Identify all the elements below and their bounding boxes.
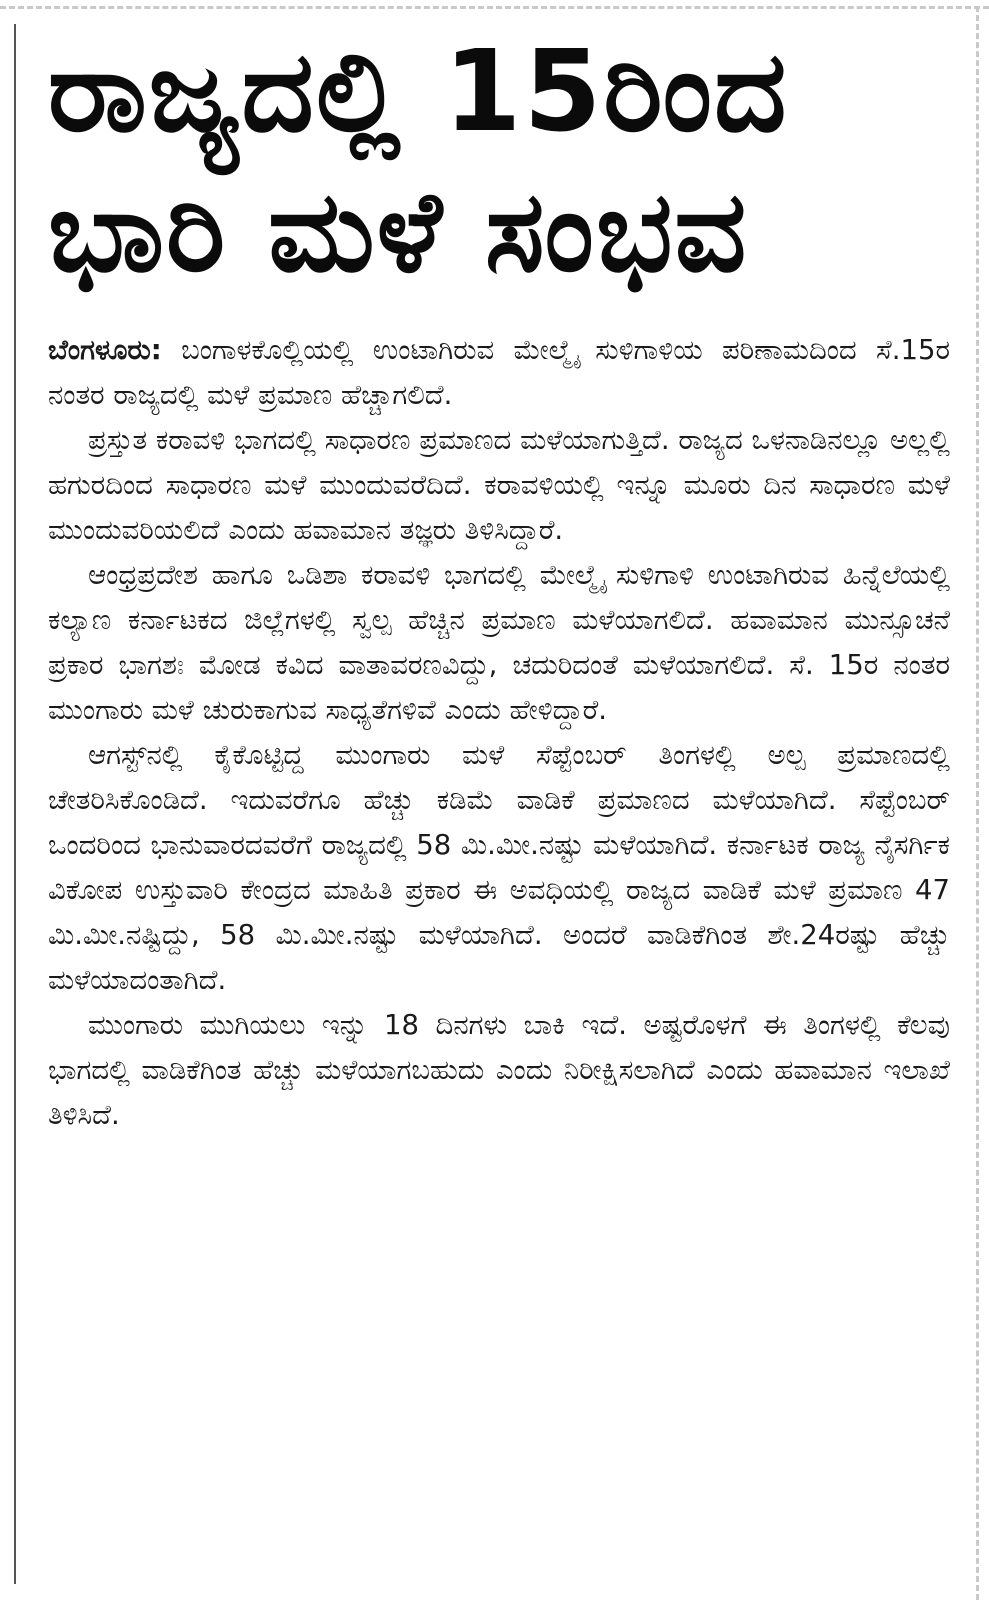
paragraph-1: ಪ್ರಸ್ತುತ ಕರಾವಳಿ ಭಾಗದಲ್ಲಿ ಸಾಧಾರಣ ಪ್ರಮಾಣದ ಮಳೆಯಾಗುತ್ತಿದೆ. ರಾಜ್ಯದ ಒಳನಾಡಿನಲ್ಲೂ ಅಲ್ಲಲ್ಲಿ ಹಗುರದಿಂದ ಸಾಧಾರಣ ಮಳೆ ಮುಂದುವರೆದಿದೆ. ಕರಾವಳಿಯಲ್ಲಿ ಇನ್ನೂ ಮೂರು ದಿನ ಸಾಧಾರಣ ಮಳೆ ಮುಂದುವರಿಯಲಿದೆ ಎಂದು ಹವಾಮಾನ ತಜ್ಞರು ತಿಳಿಸಿದ್ದಾರೆ. <box>48 424 950 546</box>
column-rule <box>14 24 16 1584</box>
dateline: ಬೆಂಗಳೂರು: <box>48 334 162 366</box>
paragraph-4: ಮುಂಗಾರು ಮುಗಿಯಲು ಇನ್ನು 18 ದಿನಗಳು ಬಾಕಿ ಇದೆ. ಅಷ್ಟರೊಳಗೆ ಈ ತಿಂಗಳಲ್ಲಿ ಕೆಲವು ಭಾಗದಲ್ಲಿ ವಾಡಿಕೆಗಿಂತ ಹೆಚ್ಚು ಮಳೆಯಾಗಬಹುದು ಎಂದು ನಿರೀಕ್ಷಿಸಲಾಗಿದೆ ಎಂದು ಹವಾಮಾನ ಇಲಾಖೆ ತಿಳಿಸಿದೆ. <box>48 1009 950 1131</box>
lead-text: ಬಂಗಾಳಕೊಲ್ಲಿಯಲ್ಲಿ ಉಂಟಾಗಿರುವ ಮೇಲ್ಮೈ ಸುಳಿಗಾಳಿಯ ಪರಿಣಾಮದಿಂದ ಸೆ.15ರ ನಂತರ ರಾಜ್ಯದಲ್ಲಿ ಮಳೆ ಪ್ರಮಾಣ ಹೆಚ್ಚಾಗಲಿದೆ. <box>48 334 950 411</box>
lead-paragraph <box>48 328 950 418</box>
article-body <box>48 328 950 1138</box>
headline-line-1: ರಾಜ್ಯದಲ್ಲಿ 15ರಿಂದ <box>48 27 789 157</box>
clipping-border-top <box>0 6 989 9</box>
headline <box>48 22 950 302</box>
clipping-border-right <box>976 6 979 1600</box>
paragraph-2: ಆಂಧ್ರಪ್ರದೇಶ ಹಾಗೂ ಒಡಿಶಾ ಕರಾವಳಿ ಭಾಗದಲ್ಲಿ ಮೇಲ್ಮೈ ಸುಳಿಗಾಳಿ ಉಂಟಾಗಿರುವ ಹಿನ್ನೆಲೆಯಲ್ಲಿ ಕಲ್ಯಾಣ ಕರ್ನಾಟಕದ ಜಿಲ್ಲೆಗಳಲ್ಲಿ ಸ್ವಲ್ಪ ಹೆಚ್ಚಿನ ಪ್ರಮಾಣ ಮಳೆಯಾಗಲಿದೆ. ಹವಾಮಾನ ಮುನ್ಸೂಚನೆ ಪ್ರಕಾರ ಭಾಗಶಃ ಮೋಡ ಕವಿದ ವಾತಾವರಣವಿದ್ದು, ಚದುರಿದಂತೆ ಮಳೆಯಾಗಲಿದೆ. ಸೆ. 15ರ ನಂತರ ಮುಂಗಾರು ಮಳೆ ಚುರುಕಾಗುವ ಸಾಧ್ಯತೆಗಳಿವೆ ಎಂದು ಹೇಳಿದ್ದಾರೆ. <box>48 559 950 726</box>
news-article <box>48 22 950 1587</box>
headline-line-2: ಭಾರಿ ಮಳೆ ಸಂಭವ <box>48 167 749 297</box>
paragraph-3: ಆಗಸ್ಟ್‌ನಲ್ಲಿ ಕೈಕೊಟ್ಟಿದ್ದ ಮುಂಗಾರು ಮಳೆ ಸೆಪ್ಟೆಂಬರ್ ತಿಂಗಳಲ್ಲಿ ಅಲ್ಪ ಪ್ರಮಾಣದಲ್ಲಿ ಚೇತರಿಸಿಕೊಂಡಿದೆ. ಇದುವರೆಗೂ ಹೆಚ್ಚು ಕಡಿಮೆ ವಾಡಿಕೆ ಪ್ರಮಾಣದ ಮಳೆಯಾಗಿದೆ. ಸೆಪ್ಟೆಂಬರ್ ಒಂದರಿಂದ ಭಾನುವಾರದವರೆಗೆ ರಾಜ್ಯದಲ್ಲಿ 58 ಮಿ.ಮೀ.ನಷ್ಟು ಮಳೆಯಾಗಿದೆ. ಕರ್ನಾಟಕ ರಾಜ್ಯ ನೈಸರ್ಗಿಕ ವಿಕೋಪ ಉಸ್ತುವಾರಿ ಕೇಂದ್ರದ ಮಾಹಿತಿ ಪ್ರಕಾರ ಈ ಅವಧಿಯಲ್ಲಿ ರಾಜ್ಯದ ವಾಡಿಕೆ ಮಳೆ ಪ್ರಮಾಣ 47 ಮಿ.ಮೀ.ನಷ್ಟಿದ್ದು, 58 ಮಿ.ಮೀ.ನಷ್ಟು ಮಳೆಯಾಗಿದೆ. ಅಂದರೆ ವಾಡಿಕೆಗಿಂತ ಶೇ.24ರಷ್ಟು ಹೆಚ್ಚು ಮಳೆಯಾದಂತಾಗಿದೆ. <box>48 739 950 996</box>
